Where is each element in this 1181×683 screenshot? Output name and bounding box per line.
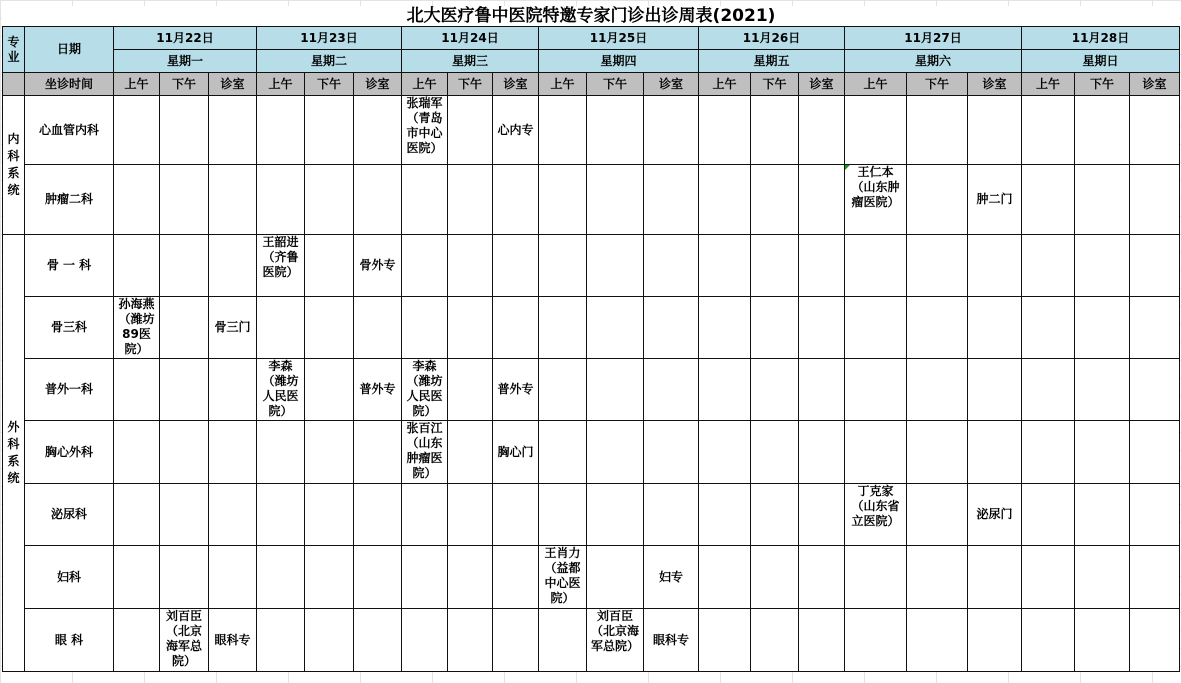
department-name[interactable]: 心血管内科 [25, 96, 114, 165]
date-cell[interactable]: 11月24日 [402, 27, 539, 50]
empty-cell[interactable] [305, 609, 354, 672]
empty-cell[interactable] [751, 359, 799, 421]
department-name[interactable]: 普外一科 [25, 359, 114, 421]
empty-cell[interactable] [493, 546, 539, 609]
empty-cell[interactable] [114, 484, 160, 546]
empty-cell[interactable] [160, 165, 209, 235]
empty-cell[interactable] [209, 546, 257, 609]
empty-cell[interactable] [907, 421, 968, 484]
slot-header[interactable]: 下午 [1075, 73, 1130, 96]
doctor-cell[interactable]: 张百江（山东肿瘤医院） [402, 421, 448, 484]
department-name[interactable]: 骨三科 [25, 297, 114, 359]
empty-cell[interactable] [799, 421, 845, 484]
empty-cell[interactable] [209, 359, 257, 421]
empty-cell[interactable] [1075, 546, 1130, 609]
slot-header[interactable]: 诊室 [799, 73, 845, 96]
empty-cell[interactable] [644, 359, 699, 421]
system-surgical[interactable]: 外科系统 [3, 235, 25, 672]
empty-cell[interactable] [799, 165, 845, 235]
empty-cell[interactable] [968, 421, 1022, 484]
empty-cell[interactable] [644, 96, 699, 165]
empty-cell[interactable] [448, 484, 493, 546]
clinic-room-cell[interactable]: 眼科专 [644, 609, 699, 672]
weekday-cell[interactable]: 星期四 [539, 50, 699, 73]
empty-cell[interactable] [114, 546, 160, 609]
empty-cell[interactable] [587, 421, 644, 484]
empty-cell[interactable] [448, 165, 493, 235]
empty-cell[interactable] [305, 484, 354, 546]
empty-cell[interactable] [699, 96, 751, 165]
empty-cell[interactable] [209, 484, 257, 546]
slot-header[interactable]: 上午 [1022, 73, 1075, 96]
clinic-room-cell[interactable]: 普外专 [493, 359, 539, 421]
empty-cell[interactable] [1130, 359, 1180, 421]
empty-cell[interactable] [354, 297, 402, 359]
department-name[interactable]: 眼 科 [25, 609, 114, 672]
empty-cell[interactable] [1075, 609, 1130, 672]
department-name[interactable]: 妇科 [25, 546, 114, 609]
slot-header[interactable]: 诊室 [968, 73, 1022, 96]
empty-cell[interactable] [644, 297, 699, 359]
empty-cell[interactable] [799, 546, 845, 609]
slot-header[interactable]: 下午 [907, 73, 968, 96]
empty-cell[interactable] [968, 235, 1022, 297]
empty-cell[interactable] [448, 421, 493, 484]
empty-cell[interactable] [751, 546, 799, 609]
empty-cell[interactable] [699, 359, 751, 421]
slot-header[interactable]: 上午 [257, 73, 305, 96]
empty-cell[interactable] [751, 165, 799, 235]
weekday-cell[interactable]: 星期一 [114, 50, 257, 73]
empty-cell[interactable] [799, 609, 845, 672]
empty-cell[interactable] [751, 235, 799, 297]
empty-cell[interactable] [209, 96, 257, 165]
empty-cell[interactable] [907, 96, 968, 165]
clinic-room-cell[interactable]: 心内专 [493, 96, 539, 165]
weekday-cell[interactable]: 星期二 [257, 50, 402, 73]
empty-cell[interactable] [402, 165, 448, 235]
empty-cell[interactable] [644, 421, 699, 484]
empty-cell[interactable] [305, 359, 354, 421]
empty-cell[interactable] [160, 484, 209, 546]
empty-cell[interactable] [1022, 96, 1075, 165]
empty-cell[interactable] [448, 546, 493, 609]
empty-cell[interactable] [1130, 96, 1180, 165]
date-cell[interactable]: 11月23日 [257, 27, 402, 50]
empty-cell[interactable] [644, 165, 699, 235]
empty-cell[interactable] [160, 235, 209, 297]
slot-header[interactable]: 上午 [699, 73, 751, 96]
date-cell[interactable]: 11月27日 [845, 27, 1022, 50]
doctor-cell[interactable]: 张瑞军（青岛市中心医院） [402, 96, 448, 165]
empty-cell[interactable] [751, 484, 799, 546]
empty-cell[interactable] [257, 96, 305, 165]
empty-cell[interactable] [305, 421, 354, 484]
empty-cell[interactable] [539, 609, 587, 672]
empty-cell[interactable] [493, 609, 539, 672]
empty-cell[interactable] [114, 359, 160, 421]
schedule-title[interactable]: 北大医疗鲁中医院特邀专家门诊出诊周表(2021) [3, 6, 1180, 27]
empty-cell[interactable] [114, 235, 160, 297]
empty-cell[interactable] [448, 297, 493, 359]
empty-cell[interactable] [354, 484, 402, 546]
empty-cell[interactable] [1022, 421, 1075, 484]
date-header[interactable]: 日期 [25, 27, 114, 73]
empty-cell[interactable] [539, 484, 587, 546]
empty-cell[interactable] [257, 421, 305, 484]
empty-cell[interactable] [448, 609, 493, 672]
doctor-cell[interactable]: 刘百臣（北京海军总院） [587, 609, 644, 672]
slot-header[interactable]: 诊室 [354, 73, 402, 96]
department-name[interactable]: 胸心外科 [25, 421, 114, 484]
empty-cell[interactable] [968, 546, 1022, 609]
empty-cell[interactable] [257, 609, 305, 672]
slot-header[interactable]: 下午 [448, 73, 493, 96]
empty-cell[interactable] [699, 546, 751, 609]
empty-cell[interactable] [1075, 96, 1130, 165]
empty-cell[interactable] [305, 235, 354, 297]
empty-cell[interactable] [644, 235, 699, 297]
slot-header[interactable]: 诊室 [493, 73, 539, 96]
empty-cell[interactable] [1075, 421, 1130, 484]
header-blank[interactable] [3, 73, 25, 96]
clinic-room-cell[interactable]: 眼科专 [209, 609, 257, 672]
empty-cell[interactable] [587, 96, 644, 165]
empty-cell[interactable] [799, 96, 845, 165]
empty-cell[interactable] [968, 359, 1022, 421]
empty-cell[interactable] [644, 484, 699, 546]
empty-cell[interactable] [1022, 235, 1075, 297]
date-cell[interactable]: 11月26日 [699, 27, 845, 50]
empty-cell[interactable] [699, 421, 751, 484]
empty-cell[interactable] [257, 546, 305, 609]
empty-cell[interactable] [907, 235, 968, 297]
empty-cell[interactable] [799, 484, 845, 546]
clinic-room-cell[interactable]: 普外专 [354, 359, 402, 421]
date-cell[interactable]: 11月25日 [539, 27, 699, 50]
doctor-cell[interactable]: 刘百臣（北京海军总院） [160, 609, 209, 672]
empty-cell[interactable] [1022, 546, 1075, 609]
empty-cell[interactable] [699, 235, 751, 297]
empty-cell[interactable] [587, 484, 644, 546]
empty-cell[interactable] [1075, 359, 1130, 421]
clinic-room-cell[interactable]: 骨外专 [354, 235, 402, 297]
empty-cell[interactable] [907, 609, 968, 672]
empty-cell[interactable] [799, 297, 845, 359]
empty-cell[interactable] [402, 609, 448, 672]
empty-cell[interactable] [493, 165, 539, 235]
empty-cell[interactable] [448, 96, 493, 165]
slot-header[interactable]: 诊室 [1130, 73, 1180, 96]
clinic-room-cell[interactable]: 骨三门 [209, 297, 257, 359]
empty-cell[interactable] [114, 165, 160, 235]
department-name[interactable]: 肿瘤二科 [25, 165, 114, 235]
department-name[interactable]: 泌尿科 [25, 484, 114, 546]
clinic-room-cell[interactable]: 妇专 [644, 546, 699, 609]
empty-cell[interactable] [587, 359, 644, 421]
empty-cell[interactable] [907, 297, 968, 359]
slot-header[interactable]: 诊室 [209, 73, 257, 96]
slot-header[interactable]: 下午 [160, 73, 209, 96]
empty-cell[interactable] [114, 421, 160, 484]
empty-cell[interactable] [1022, 609, 1075, 672]
empty-cell[interactable] [257, 484, 305, 546]
clinic-room-cell[interactable]: 肿二门 [968, 165, 1022, 235]
empty-cell[interactable] [1130, 421, 1180, 484]
empty-cell[interactable] [493, 297, 539, 359]
empty-cell[interactable] [1130, 609, 1180, 672]
weekday-cell[interactable]: 星期三 [402, 50, 539, 73]
empty-cell[interactable] [114, 609, 160, 672]
empty-cell[interactable] [402, 484, 448, 546]
empty-cell[interactable] [1022, 359, 1075, 421]
doctor-cell[interactable]: 李森（潍坊人民医院） [402, 359, 448, 421]
empty-cell[interactable] [587, 546, 644, 609]
slot-header[interactable]: 上午 [402, 73, 448, 96]
empty-cell[interactable] [1130, 235, 1180, 297]
empty-cell[interactable] [448, 235, 493, 297]
doctor-cell[interactable]: 王仁本（山东肿瘤医院） [845, 165, 907, 235]
empty-cell[interactable] [907, 546, 968, 609]
empty-cell[interactable] [114, 96, 160, 165]
empty-cell[interactable] [1022, 297, 1075, 359]
empty-cell[interactable] [539, 165, 587, 235]
empty-cell[interactable] [845, 546, 907, 609]
empty-cell[interactable] [160, 359, 209, 421]
empty-cell[interactable] [160, 96, 209, 165]
empty-cell[interactable] [1075, 165, 1130, 235]
slot-header[interactable]: 上午 [539, 73, 587, 96]
empty-cell[interactable] [305, 297, 354, 359]
clinic-room-cell[interactable]: 胸心门 [493, 421, 539, 484]
empty-cell[interactable] [751, 421, 799, 484]
empty-cell[interactable] [354, 421, 402, 484]
empty-cell[interactable] [845, 96, 907, 165]
empty-cell[interactable] [845, 359, 907, 421]
empty-cell[interactable] [1130, 165, 1180, 235]
doctor-cell[interactable]: 丁克家（山东省立医院） [845, 484, 907, 546]
empty-cell[interactable] [354, 609, 402, 672]
empty-cell[interactable] [305, 165, 354, 235]
doctor-cell[interactable]: 李森（潍坊人民医院） [257, 359, 305, 421]
weekday-cell[interactable]: 星期五 [699, 50, 845, 73]
empty-cell[interactable] [402, 297, 448, 359]
empty-cell[interactable] [845, 609, 907, 672]
slot-header[interactable]: 下午 [305, 73, 354, 96]
empty-cell[interactable] [402, 546, 448, 609]
empty-cell[interactable] [539, 421, 587, 484]
doctor-cell[interactable]: 王肖力（益都中心医院） [539, 546, 587, 609]
time-header[interactable]: 坐诊时间 [25, 73, 114, 96]
empty-cell[interactable] [968, 609, 1022, 672]
empty-cell[interactable] [751, 297, 799, 359]
empty-cell[interactable] [354, 165, 402, 235]
slot-header[interactable]: 上午 [845, 73, 907, 96]
empty-cell[interactable] [1022, 165, 1075, 235]
empty-cell[interactable] [907, 165, 968, 235]
empty-cell[interactable] [1022, 484, 1075, 546]
specialty-header[interactable]: 专业 [3, 27, 25, 73]
empty-cell[interactable] [699, 484, 751, 546]
empty-cell[interactable] [539, 297, 587, 359]
slot-header[interactable]: 下午 [751, 73, 799, 96]
empty-cell[interactable] [493, 235, 539, 297]
weekday-cell[interactable]: 星期日 [1022, 50, 1180, 73]
empty-cell[interactable] [907, 484, 968, 546]
empty-cell[interactable] [751, 96, 799, 165]
doctor-cell[interactable]: 孙海燕（潍坊89医院） [114, 297, 160, 359]
doctor-cell[interactable]: 王韶进（齐鲁医院） [257, 235, 305, 297]
empty-cell[interactable] [1075, 484, 1130, 546]
empty-cell[interactable] [1130, 484, 1180, 546]
date-cell[interactable]: 11月28日 [1022, 27, 1180, 50]
slot-header[interactable]: 诊室 [644, 73, 699, 96]
empty-cell[interactable] [1130, 546, 1180, 609]
empty-cell[interactable] [160, 297, 209, 359]
empty-cell[interactable] [402, 235, 448, 297]
empty-cell[interactable] [968, 96, 1022, 165]
empty-cell[interactable] [539, 96, 587, 165]
slot-header[interactable]: 上午 [114, 73, 160, 96]
empty-cell[interactable] [539, 359, 587, 421]
empty-cell[interactable] [751, 609, 799, 672]
empty-cell[interactable] [799, 359, 845, 421]
empty-cell[interactable] [1130, 297, 1180, 359]
empty-cell[interactable] [160, 546, 209, 609]
empty-cell[interactable] [305, 96, 354, 165]
date-cell[interactable]: 11月22日 [114, 27, 257, 50]
empty-cell[interactable] [587, 235, 644, 297]
empty-cell[interactable] [305, 546, 354, 609]
empty-cell[interactable] [257, 297, 305, 359]
empty-cell[interactable] [907, 359, 968, 421]
empty-cell[interactable] [257, 165, 305, 235]
empty-cell[interactable] [448, 359, 493, 421]
empty-cell[interactable] [1075, 235, 1130, 297]
empty-cell[interactable] [209, 421, 257, 484]
weekday-cell[interactable]: 星期六 [845, 50, 1022, 73]
empty-cell[interactable] [968, 297, 1022, 359]
empty-cell[interactable] [539, 235, 587, 297]
empty-cell[interactable] [587, 297, 644, 359]
department-name[interactable]: 骨 一 科 [25, 235, 114, 297]
slot-header[interactable]: 下午 [587, 73, 644, 96]
empty-cell[interactable] [160, 421, 209, 484]
empty-cell[interactable] [699, 165, 751, 235]
schedule-table [2, 6, 1180, 672]
empty-cell[interactable] [699, 609, 751, 672]
system-internal[interactable]: 内科系统 [3, 96, 25, 235]
empty-cell[interactable] [354, 96, 402, 165]
clinic-room-cell[interactable]: 泌尿门 [968, 484, 1022, 546]
empty-cell[interactable] [587, 165, 644, 235]
empty-cell[interactable] [209, 165, 257, 235]
empty-cell[interactable] [799, 235, 845, 297]
empty-cell[interactable] [699, 297, 751, 359]
empty-cell[interactable] [1075, 297, 1130, 359]
empty-cell[interactable] [354, 546, 402, 609]
empty-cell[interactable] [845, 421, 907, 484]
empty-cell[interactable] [845, 235, 907, 297]
empty-cell[interactable] [209, 235, 257, 297]
empty-cell[interactable] [845, 297, 907, 359]
empty-cell[interactable] [493, 484, 539, 546]
